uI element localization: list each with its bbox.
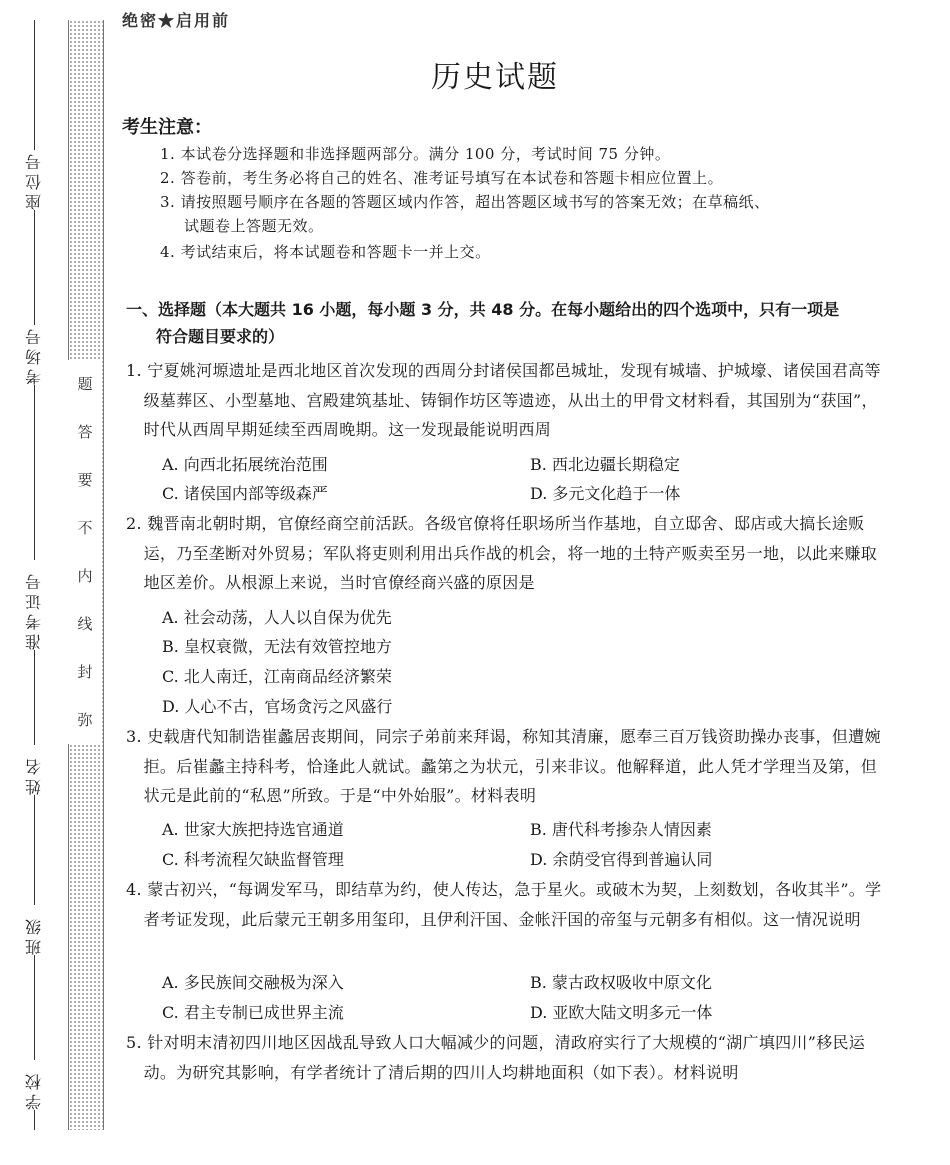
question-3: 3. 史载唐代知制诰崔蠡居丧期间，同宗子弟前来拜谒，称知其清廉，愿奉三百万钱资助操办丧事，但遭婉拒。后崔蠡主持科考，恰逢此人就试。蠡第之为状元，引来非议。他解释道，此人凭才学理当及第，但状元是此前的“私恩”所致。于是“中外始服”。材料表明: [126, 727, 881, 805]
confidential-label: 绝密★启用前: [122, 11, 231, 30]
class-field[interactable]: 班级: [14, 905, 54, 955]
option[interactable]: A. 世家大族把持选官通道: [162, 820, 344, 839]
option[interactable]: D. 亚欧大陆文明多元一体: [530, 1003, 713, 1022]
option[interactable]: C. 君主专制已成世界主流: [162, 1003, 344, 1022]
option[interactable]: A. 社会动荡，人人以自保为优先: [162, 608, 392, 627]
option[interactable]: C. 科考流程欠缺监督管理: [162, 850, 344, 869]
option[interactable]: D. 人心不古，官场贪污之风盛行: [162, 697, 393, 716]
option[interactable]: A. 向西北拓展统治范围: [162, 455, 328, 474]
seat-number-field[interactable]: 座位号: [14, 150, 54, 210]
admission-ticket-field[interactable]: 准考证号: [14, 560, 54, 650]
notice-item: 试题卷上答题无效。: [184, 217, 324, 235]
option[interactable]: B. 西北边疆长期稳定: [530, 455, 680, 474]
option[interactable]: B. 皇权衰微，无法有效管控地方: [162, 637, 392, 656]
option[interactable]: B. 蒙古政权吸收中原文化: [530, 973, 712, 992]
question-1: 1. 宁夏姚河塬遗址是西北地区首次发现的西周分封诸侯国都邑城址，发现有城墙、护城壕、诸侯国君高等级墓葬区、小型墓地、宫殿建筑基址、铸铜作坊区等遗迹，从出土的甲骨文材料看，其国别为“获国”，时代从西周早期延续至西周晚期。这一发现最能说明西周: [126, 361, 881, 439]
question-4: 4. 蒙古初兴，“每调发军马，即结草为约，使人传达，急于星火。或破木为契，上刻数划，各收其半”。学者考证发现，此后蒙元王朝多用玺印，且伊利汗国、金帐汗国的帝玺与元朝多有相似。这一情况说明: [126, 880, 882, 929]
page-title: 历史试题: [431, 60, 559, 95]
school-field[interactable]: 学校: [14, 1060, 54, 1110]
option[interactable]: A. 多民族间交融极为深入: [162, 973, 344, 992]
notice-item: 3. 请按照题号顺序在各题的答题区域内作答，超出答题区域书写的答案无效；在草稿纸、: [160, 193, 770, 211]
option[interactable]: D. 余荫受官得到普遍认同: [530, 850, 713, 869]
notice-item: 2. 答卷前，考生务必将自己的姓名、准考证号填写在本试卷和答题卡相应位置上。: [160, 169, 724, 187]
name-field[interactable]: 姓名: [14, 745, 54, 795]
exam-room-field[interactable]: 考场号: [14, 325, 54, 385]
option[interactable]: C. 北人南迁，江南商品经济繁荣: [162, 667, 392, 686]
notice-item: 1. 本试卷分选择题和非选择题两部分。满分 100 分，考试时间 75 分钟。: [160, 145, 671, 163]
notice-item: 4. 考试结束后，将本试题卷和答题卡一并上交。: [160, 243, 491, 261]
option[interactable]: D. 多元文化趋于一体: [530, 484, 681, 503]
question-5: 5. 针对明末清初四川地区因战乱导致人口大幅减少的问题，清政府实行了大规模的“湖广填四川”移民运动。为研究其影响，有学者统计了清后期的四川人均耕地面积（如下表）。材料说明: [126, 1033, 866, 1082]
section-title: 一、选择题（本大题共 16 小题，每小题 3 分，共 48 分。在每小题给出的四个选项中，只有一项是 符合题目要求的）: [126, 300, 840, 346]
option[interactable]: B. 唐代科考掺杂人情因素: [530, 820, 712, 839]
seal-warning-text: 题 答 要 不 内 线 封 弥: [68, 360, 102, 744]
question-2: 2. 魏晋南北朝时期，官僚经商空前活跃。各级官僚将任职场所当作基地，自立邸舍、邸店或大搞长途贩运，乃至垄断对外贸易；军队将吏则利用出兵作战的机会，将一地的土特产贩卖至另一地，以此来赚取地区差价。从根源上来说，当时官僚经商兴盛的原因是: [126, 514, 878, 592]
notice-heading: 考生注意：: [122, 117, 212, 138]
option[interactable]: C. 诸侯国内部等级森严: [162, 484, 328, 503]
